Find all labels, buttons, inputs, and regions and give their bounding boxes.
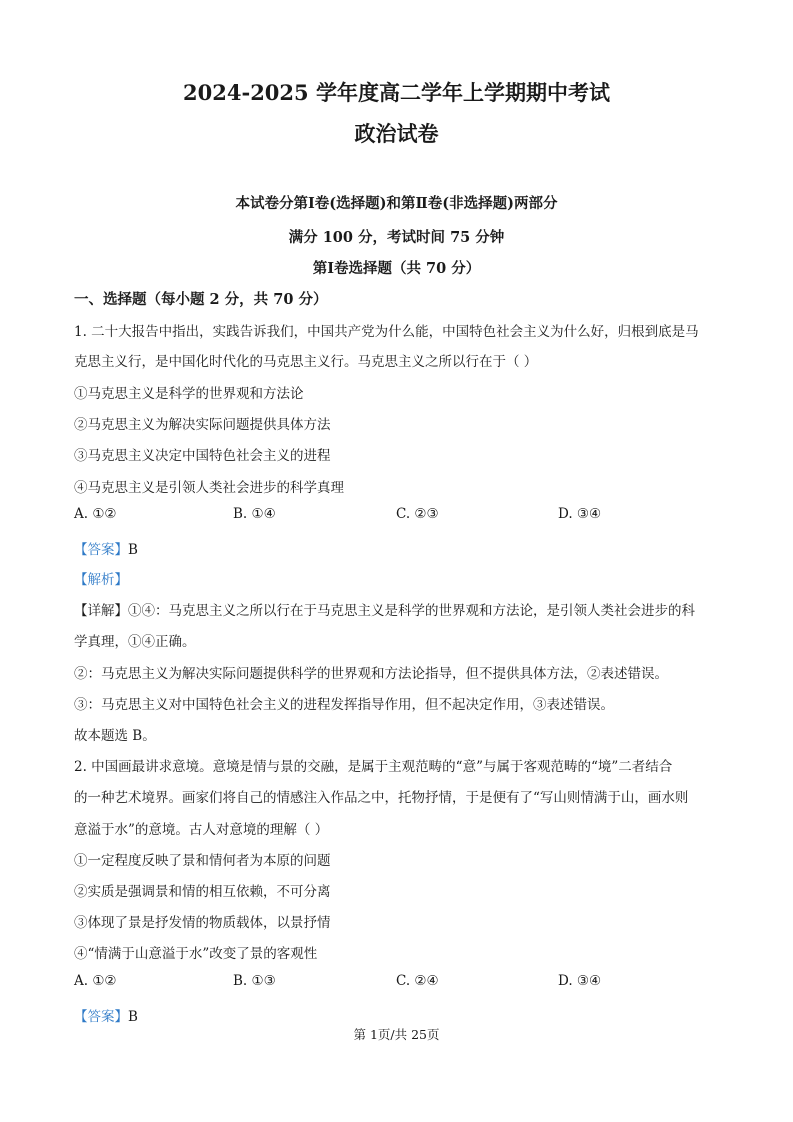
detail-line bbox=[74, 599, 695, 619]
exam-title: 2024-2025 学年度高二学年上学期期中考试 bbox=[183, 80, 610, 105]
option-b: B. ①③ bbox=[233, 973, 276, 989]
question-stem: 意溢于水”的意境。古人对意境的理解（ ） bbox=[74, 822, 329, 838]
question-stem: 1. 二十大报告中指出，实践告诉我们，中国共产党为什么能，中国特色社会主义为什么好，归根到底是马 bbox=[74, 324, 699, 340]
detail-text: ②：马克思主义为解决实际问题提供科学的世界观和方法论指导，但不提供具体方法，②表述错误。 bbox=[74, 666, 668, 682]
answer-tag: 【答案】 bbox=[74, 542, 128, 558]
detail-text: 学真理，①④正确。 bbox=[74, 634, 196, 650]
answer-line bbox=[74, 538, 138, 558]
option-a: A. ①② bbox=[74, 973, 117, 989]
statement: ④马克思主义是引领人类社会进步的科学真理 bbox=[74, 480, 344, 496]
statement: ④“情满于山意溢于水”改变了景的客观性 bbox=[74, 946, 318, 962]
detail-tag: 【详解】 bbox=[74, 603, 128, 619]
detail-conclusion: 故本题选 B。 bbox=[74, 728, 156, 744]
page-footer: 第 1页/共 25页 bbox=[353, 1027, 440, 1042]
option-a: A. ①② bbox=[74, 506, 117, 522]
question-stem: 2. 中国画最讲求意境。意境是情与景的交融，是属于主观范畴的“意”与属于客观范畴的“境”二者结合 bbox=[74, 759, 673, 775]
option-d: D. ③④ bbox=[558, 973, 602, 989]
detail-text: ③：马克思主义对中国特色社会主义的进程发挥指导作用，但不起决定作用，③表述错误。 bbox=[74, 697, 614, 713]
option-c: C. ②④ bbox=[396, 973, 439, 989]
exam-info-volume: 第Ⅰ卷选择题（共 70 分） bbox=[312, 260, 481, 277]
statement: ②马克思主义为解决实际问题提供具体方法 bbox=[74, 417, 331, 433]
statement: ③体现了景是抒发情的物质载体，以景抒情 bbox=[74, 915, 331, 931]
answer-tag: 【答案】 bbox=[74, 1009, 128, 1025]
answer-value: B bbox=[128, 542, 138, 558]
statement: ①马克思主义是科学的世界观和方法论 bbox=[74, 386, 304, 402]
exam-info-score: 满分 100 分，考试时间 75 分钟 bbox=[288, 229, 505, 246]
detail-text: ①④：马克思主义之所以行在于马克思主义是科学的世界观和方法论，是引领人类社会进步的科 bbox=[128, 603, 695, 619]
question-stem: 克思主义行，是中国化时代化的马克思主义行。马克思主义之所以行在于（ ） bbox=[74, 354, 538, 370]
statement: ③马克思主义决定中国特色社会主义的进程 bbox=[74, 448, 331, 464]
statement: ②实质是强调景和情的相互依赖，不可分离 bbox=[74, 884, 331, 900]
question-stem: 的一种艺术境界。画家们将自己的情感注入作品之中，托物抒情，于是便有了“写山则情满于山，画水则 bbox=[74, 790, 689, 806]
answer-value: B bbox=[128, 1009, 138, 1025]
option-d: D. ③④ bbox=[558, 506, 602, 522]
statement: ①一定程度反映了景和情何者为本原的问题 bbox=[74, 853, 331, 869]
exam-subject: 政治试卷 bbox=[354, 121, 439, 146]
analysis-tag: 【解析】 bbox=[74, 572, 128, 588]
option-b: B. ①④ bbox=[233, 506, 276, 522]
answer-line bbox=[74, 1005, 138, 1025]
exam-info-parts: 本试卷分第Ⅰ卷(选择题)和第Ⅱ卷(非选择题)两部分 bbox=[235, 195, 558, 212]
section-heading: 一、选择题（每小题 2 分，共 70 分） bbox=[74, 291, 328, 308]
option-c: C. ②③ bbox=[396, 506, 439, 522]
